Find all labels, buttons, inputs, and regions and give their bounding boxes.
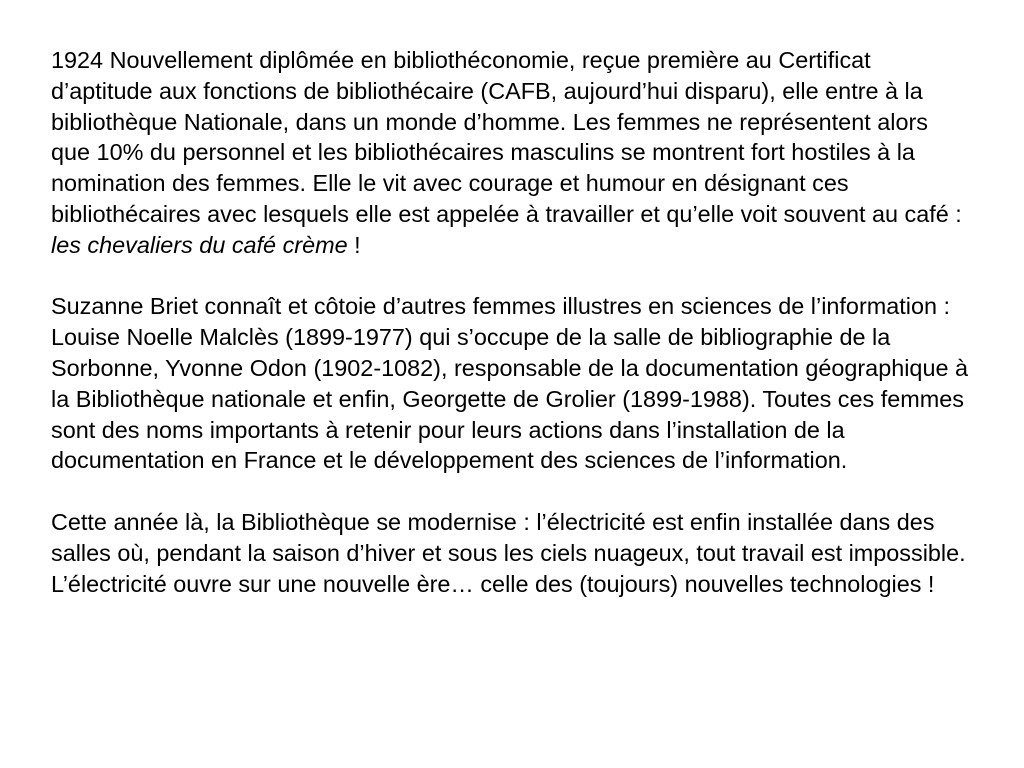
paragraph-line: la Bibliothèque nationale et enfin, Georgette de Grolier (1899-1988). Toutes ces femmes [51,385,964,412]
paragraph-line: nomination des femmes. Elle le vit avec courage et humour en désignant ces [51,170,849,197]
paragraph-2 [51,291,968,476]
paragraph-line: Cette année là, la Bibliothèque se modernise : l’électricité est enfin installée dans des [51,508,935,535]
paragraph-line: documentation en France et le développement des sciences de l’information. [51,447,848,474]
paragraph-1 [51,45,968,261]
paragraph-line [51,230,361,261]
paragraph-line: bibliothèque Nationale, dans un monde d’homme. Les femmes ne représentent alors [51,108,928,135]
slide-text [51,45,968,599]
paragraph-line: que 10% du personnel et les bibliothécaires masculins se montrent fort hostiles à la [51,139,915,166]
paragraph-3 [51,507,968,599]
paragraph-line: 1924 Nouvellement diplômée en bibliothéconomie, reçue première au Certificat [51,47,871,73]
paragraph-line: Suzanne Briet connaît et côtoie d’autres femmes illustres en sciences de l’information : [51,293,950,320]
paragraph-line: Sorbonne, Yvonne Odon (1902-1082), responsable de la documentation géographique à [51,354,969,381]
paragraph-line: L’électricité ouvre sur une nouvelle ère… celle des (toujours) nouvelles technologies ! [51,570,935,597]
paragraph-line: salles où, pendant la saison d’hiver et sous les ciels nuageux, tout travail est impossible. [51,539,966,566]
italic-phrase: les chevaliers du café crème [51,231,348,258]
paragraph-line: bibliothécaires avec lesquels elle est appelée à travailler et qu’elle voit souvent au café : [51,200,962,227]
paragraph-line: Louise Noelle Malclès (1899-1977) qui s’occupe de la salle de bibliographie de la [51,324,891,351]
paragraph-line: sont des noms importants à retenir pour leurs actions dans l’installation de la [51,416,845,443]
closing-punctuation: ! [347,231,361,258]
paragraph-line: d’aptitude aux fonctions de bibliothécaire (CAFB, aujourd’hui disparu), elle entre à la [51,77,923,104]
